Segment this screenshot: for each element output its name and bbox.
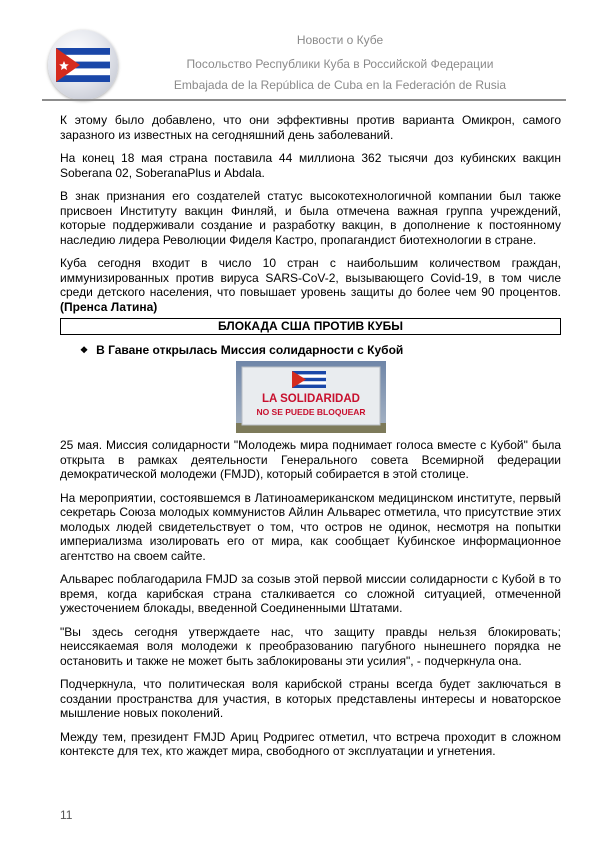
source-attribution: (Пренса Латина) <box>60 299 158 314</box>
body-paragraph: На конец 18 мая страна поставила 44 миллиона 362 тысячи доз кубинских вакцин Soberana 02, SoberanaPlus и Abdala. <box>60 151 561 180</box>
header-embassy-ru: Посольство Республики Куба в Российской Федерации <box>186 57 494 71</box>
body-paragraph <box>60 256 561 314</box>
banner-text-line2: NO SE PUEDE BLOQUEAR <box>255 407 366 417</box>
article-title: В Гаване открылась Миссия солидарности с Кубой <box>96 343 404 357</box>
article-title-row <box>80 343 561 357</box>
article-paragraph: "Вы здесь сегодня утверждаете нас, что защиту правды нельзя блокировать; неиссякаемая воля молодежи к преобразованию пагубного нынешнего порядка не остановить и также не может быть заблокированы эти усилия", - подчеркнула она. <box>60 624 561 668</box>
article-paragraph: На мероприятии, состоявшемся в Латиноамериканском медицинском институте, первый секретарь Союза молодых коммунистов Айлин Альварес отметила, что присутствие этих молодых людей свидетельствует о том, что остров не одинок, несмотря на попытки империализма изолировать его от мира, как сообщает Кубинское информационное агентство на своем сайте. <box>60 490 561 563</box>
header-title: Новости о Кубе <box>296 33 384 47</box>
header-divider <box>42 99 566 101</box>
page-number: 11 <box>60 808 73 822</box>
article-paragraph: Подчеркнула, что политическая воля карибской страны всегда будет заключаться в создании пространства для участия, в которых представлены интересы и новаторское мышление новых поколений. <box>60 677 561 720</box>
section-heading: БЛОКАДА США ПРОТИВ КУБЫ <box>60 318 561 335</box>
diamond-bullet-icon: ❖ <box>80 344 89 355</box>
body-paragraph: В знак признания его создателей статус высокотехнологичной компании был также присвоен Институту вакцин Финляй, и была отмечена важная группа учреждений, которые поддерживали создание и разработку вакцин, в дополнение к постоянному наследию лидера Революции Фиделя Кастро, пропагандист биотехнологии в стране. <box>60 189 561 247</box>
header-embassy-es: Embajada de la República de Cuba en la Federación de Rusia <box>173 78 507 92</box>
page-header <box>0 0 606 110</box>
article-paragraph: 25 мая. Миссия солидарности "Молодежь мира поднимает голоса вместе с Кубой" была открыта в рамках деятельности Генерального совета Всемирной федерации демократической молодежи (FMJD), который собирается в этой столице. <box>60 438 561 481</box>
article-paragraph: Альварес поблагодарила FMJD за созыв этой первой миссии солидарности с Кубой в то время, когда карибская страна сталкивается со сложной ситуацией, отмеченной ужесточением блокады, введенной Соединенными Штатами. <box>60 572 561 615</box>
article-paragraph: Между тем, президент FMJD Ариц Родригес отметил, что встреча проходит в сложном контексте для тех, кто жаждет мира, свободного от эксплуатации и угнетения. <box>60 729 561 758</box>
document-body <box>60 113 561 768</box>
solidarity-banner-image <box>236 361 386 433</box>
body-paragraph: К этому было добавлено, что они эффективны против варианта Омикрон, самого заразного из известных на сегодняшний день заболеваний. <box>60 113 561 142</box>
body-paragraph-text: Куба сегодня входит в число 10 стран с наибольшим количеством граждан, иммунизированных против вируса SARS-CoV-2, вызывающего Covid-19, в том числе среди детского населения, что повышает уровень защиты до более чем 90 процентов. <box>60 256 561 299</box>
banner-text-line1: LA SOLIDARIDAD <box>261 393 360 405</box>
cuban-flag-globe-icon <box>48 30 118 100</box>
